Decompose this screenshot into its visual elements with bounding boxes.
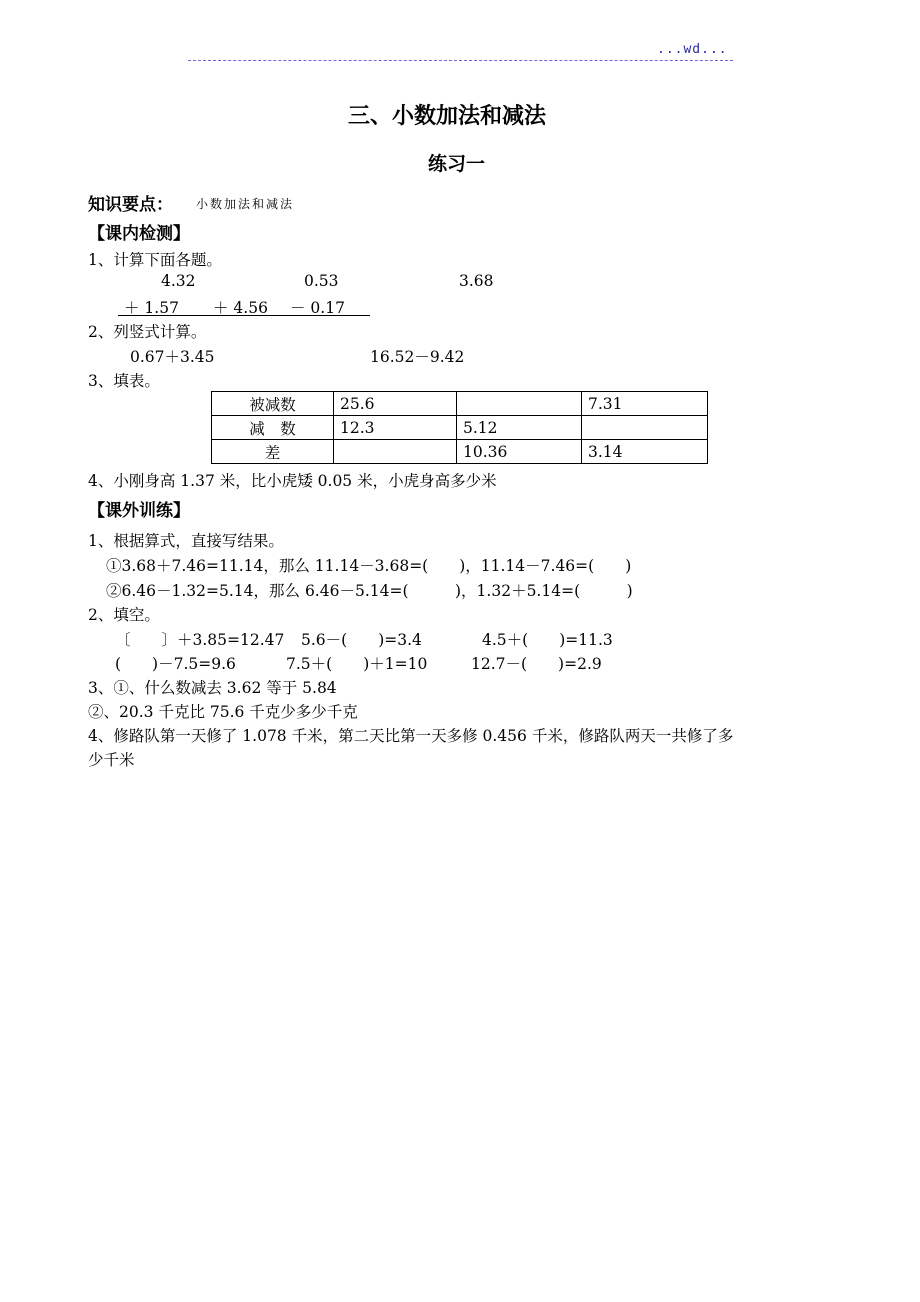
header-divider <box>188 60 733 61</box>
table-cell <box>582 416 708 440</box>
table-cell <box>457 392 582 416</box>
knowledge-label: 知识要点： <box>88 195 173 215</box>
question-2-prompt: 2、列竖式计算。 <box>88 323 207 341</box>
table-cell: 12.3 <box>334 416 457 440</box>
knowledge-text: 小数加法和减法 <box>196 197 295 211</box>
extra-q3a: 3、①、什么数减去 3.62 等于 5.84 <box>88 679 337 697</box>
question-1-prompt: 1、计算下面各题。 <box>88 251 222 269</box>
page-subtitle: 练习一 <box>428 153 486 175</box>
vertical-calc-1: 0.67＋3.45 <box>130 348 215 366</box>
extra-q3b: ②、20.3 千克比 75.6 千克少多少千克 <box>88 703 358 721</box>
fill-blank-3: 4.5＋( )=11.3 <box>482 631 613 649</box>
calc-top-1: 4.32 <box>161 272 196 290</box>
extra-q1-line1: ①3.68＋7.46=11.14，那么 11.14－3.68=( )，11.14－7.46=( ) <box>106 557 632 575</box>
table-cell: 5.12 <box>457 416 582 440</box>
extra-q1-line2: ②6.46－1.32=5.14，那么 6.46－5.14=( )，1.32＋5.14=( ) <box>106 582 633 600</box>
vertical-calc-2: 16.52－9.42 <box>370 348 465 366</box>
calc-bottom-2: ＋ 4.56 <box>213 299 268 317</box>
question-4-text: 4、小刚身高 1.37 米，比小虎矮 0.05 米，小虎身高多少米 <box>88 472 497 490</box>
table-cell: 10.36 <box>457 440 582 464</box>
section-extra-heading: 【课外训练】 <box>88 501 190 521</box>
table-cell: 被减数 <box>212 392 334 416</box>
table-row <box>212 416 708 440</box>
section-in-class-heading: 【课内检测】 <box>88 224 190 244</box>
page-title: 三、小数加法和减法 <box>348 104 547 129</box>
extra-q4-line1: 4、修路队第一天修了 1.078 千米，第二天比第一天多修 0.456 千米，修路队两天一共修了多 <box>88 727 734 745</box>
fill-blank-4: ( )－7.5=9.6 <box>115 655 236 673</box>
calc-bottom-3: － 0.17 <box>290 299 345 317</box>
calc-top-3: 3.68 <box>459 272 494 290</box>
fill-blank-6: 12.7－( )=2.9 <box>471 655 602 673</box>
table-cell <box>334 440 457 464</box>
fill-blank-5: 7.5＋( )＋1=10 <box>286 655 428 673</box>
fill-blank-1: 〔 〕＋3.85=12.47 <box>115 631 285 649</box>
table-cell: 差 <box>212 440 334 464</box>
table-cell: 减 数 <box>212 416 334 440</box>
extra-q1-prompt: 1、根据算式，直接写结果。 <box>88 532 284 550</box>
table-cell: 3.14 <box>582 440 708 464</box>
table-row <box>212 440 708 464</box>
calc-underline <box>118 315 370 316</box>
extra-q2-prompt: 2、填空。 <box>88 606 160 624</box>
table-cell: 25.6 <box>334 392 457 416</box>
extra-q4-line2: 少千米 <box>88 751 135 769</box>
fill-blank-2: 5.6－( )=3.4 <box>301 631 422 649</box>
calc-bottom-1: ＋ 1.57 <box>124 299 179 317</box>
header-mark: ...wd... <box>657 42 728 57</box>
table-row <box>212 392 708 416</box>
fill-table <box>211 391 708 464</box>
calc-top-2: 0.53 <box>304 272 339 290</box>
question-3-prompt: 3、填表。 <box>88 372 160 390</box>
table-cell: 7.31 <box>582 392 708 416</box>
